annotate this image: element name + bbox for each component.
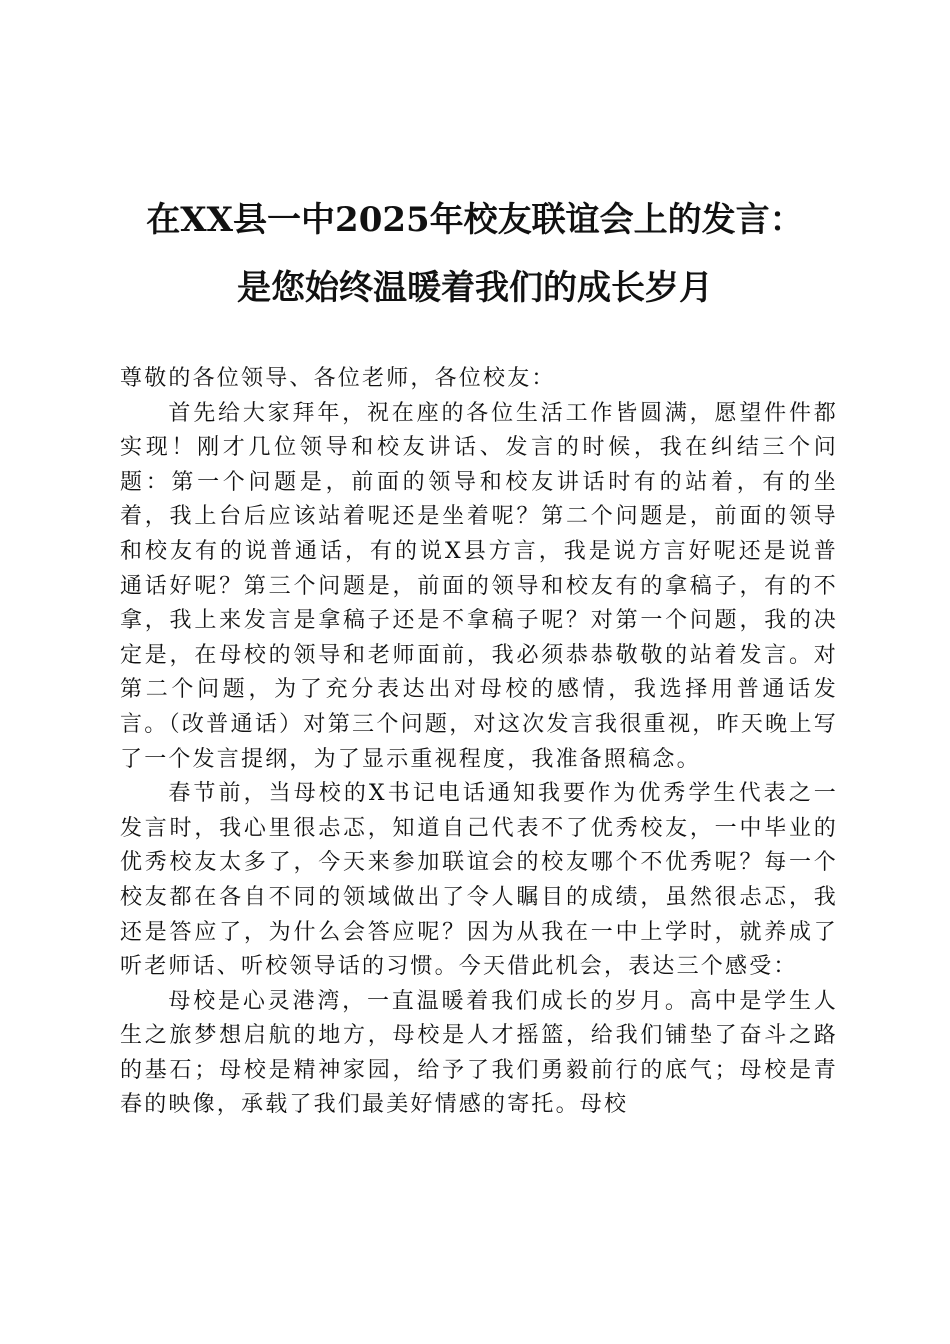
paragraph-1: 首先给大家拜年，祝在座的各位生活工作皆圆满，愿望件件都实现！刚才几位领导和校友讲话、发言的时候，我在纠结三个问题：第一个问题是，前面的领导和校友讲话时有的站着，有的坐着，我上台后应该站着呢还是坐着呢？第二个问题是，前面的领导和校友有的说普通话，有的说X县方言，我是说方言好呢还是说普通话好呢？第三个问题是，前面的领导和校友有的拿稿子，有的不拿，我上来发言是拿稿子还是不拿稿子呢？对第一个问题，我的决定是，在母校的领导和老师面前，我必须恭恭敬敬的站着发言。对第二个问题，为了充分表达出对母校的感情，我选择用普通话发言。（改普通话）对第三个问题，对这次发言我很重视，昨天晚上写了一个发言提纲，为了显示重视程度，我准备照稿念。 xyxy=(120,400,838,772)
speech-body xyxy=(120,362,838,1123)
salutation: 尊敬的各位领导、各位老师，各位校友： xyxy=(120,366,556,391)
title-line-2: 是您始终温暖着我们的成长岁月 xyxy=(237,268,713,308)
title-line-1: 在XX县一中2025年校友联谊会上的发言： xyxy=(146,200,804,240)
paragraph-3: 母校是心灵港湾，一直温暖着我们成长的岁月。高中是学生人生之旅梦想启航的地方，母校是人才摇篮，给我们铺垫了奋斗之路的基石；母校是精神家园，给予了我们勇毅前行的底气；母校是青春的映像，承载了我们最美好情感的寄托。母校 xyxy=(120,988,838,1118)
paragraph-2: 春节前，当母校的X书记电话通知我要作为优秀学生代表之一发言时，我心里很忐忑，知道自己代表不了优秀校友，一中毕业的优秀校友太多了，今天来参加联谊会的校友哪个不优秀呢？每一个校友都在各自不同的领域做出了令人瞩目的成绩，虽然很忐忑，我还是答应了，为什么会答应呢？因为从我在一中上学时，就养成了听老师话、听校领导话的习惯。今天借此机会，表达三个感受： xyxy=(120,781,838,980)
